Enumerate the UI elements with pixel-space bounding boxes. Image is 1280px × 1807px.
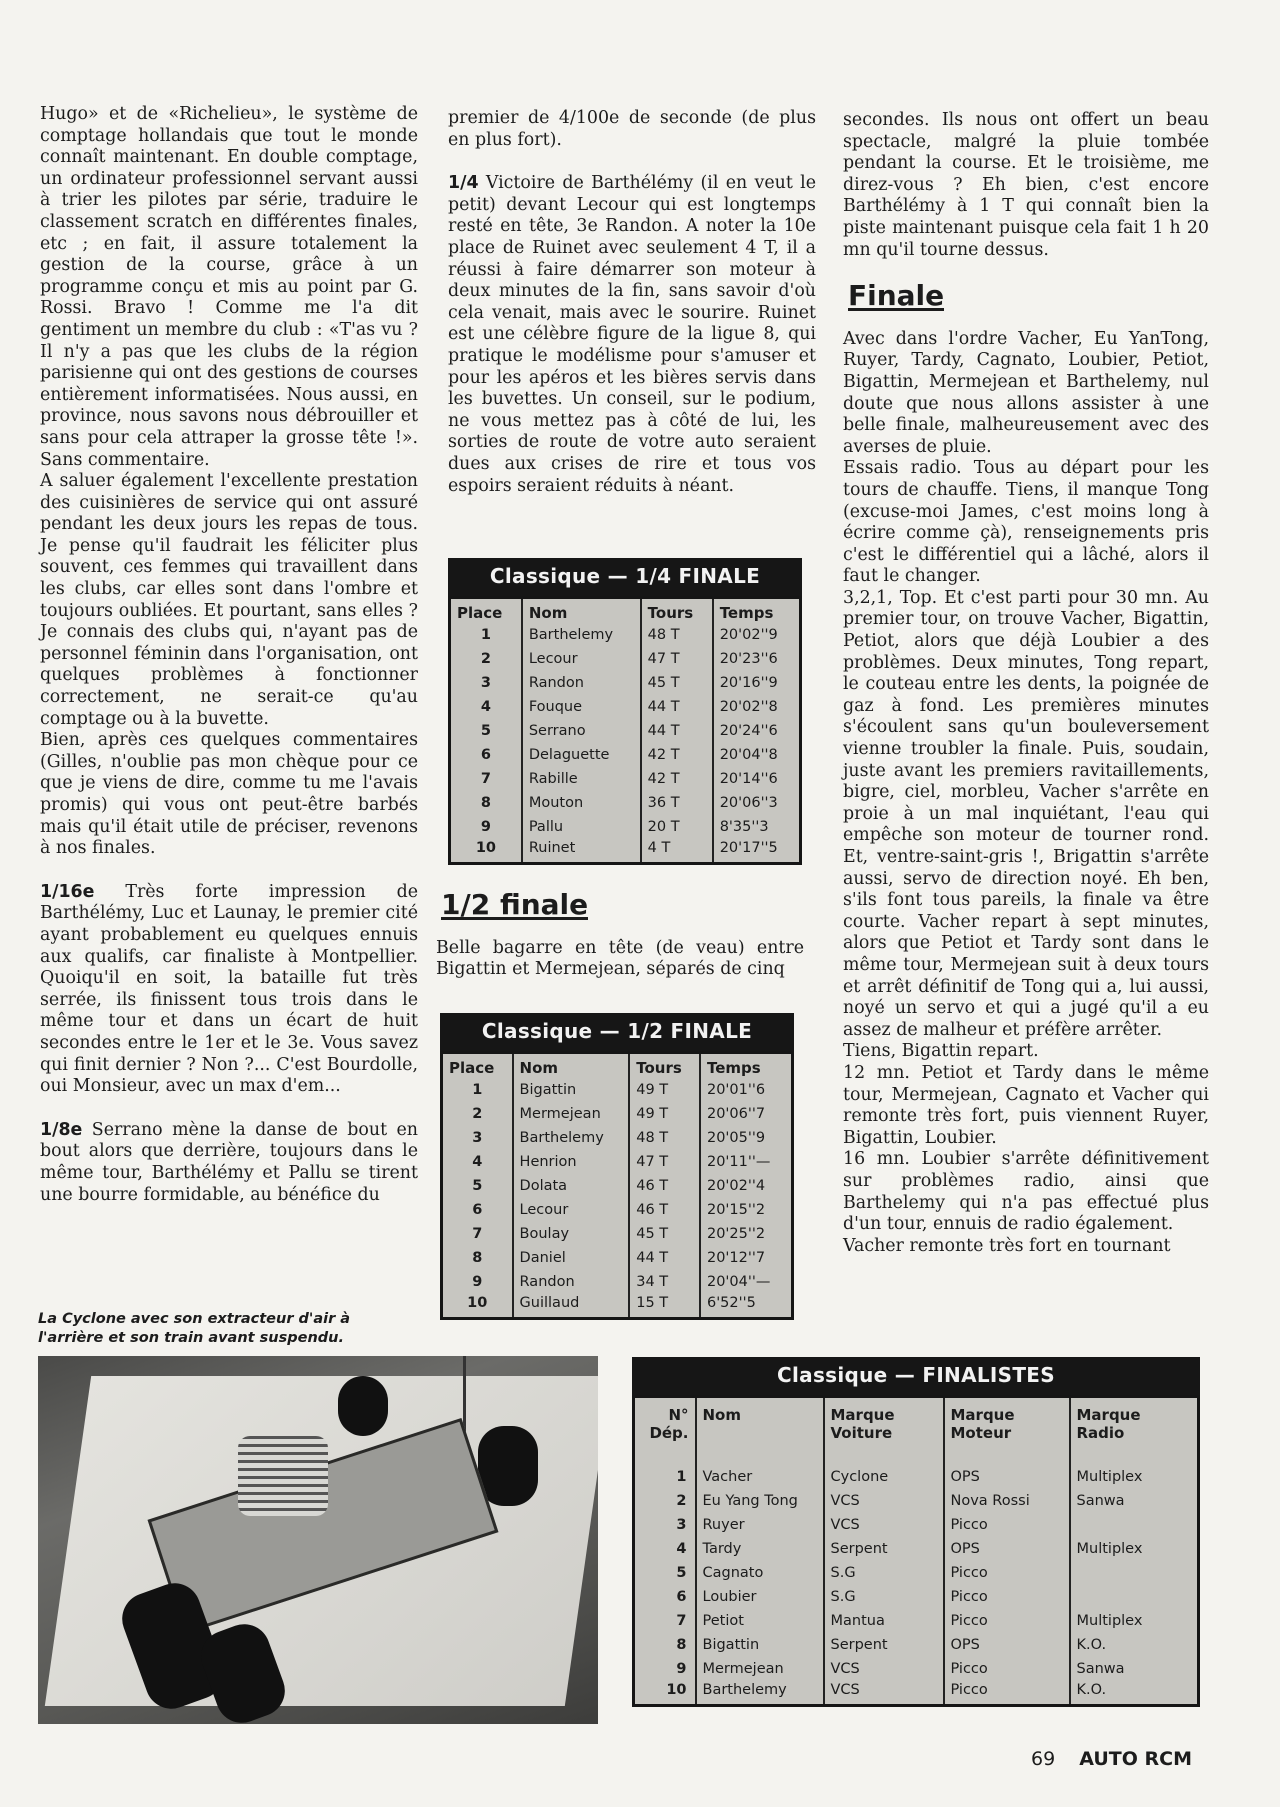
paragraph-quarter-final bbox=[448, 173, 816, 497]
paragraph-body: Serrano mène la danse de bout en bout alors que derrière, toujours dans le même tour, Barthélémy et Pallu se tirent une bourre formidable, au bénéfice du bbox=[40, 1119, 418, 1205]
table-row bbox=[450, 839, 801, 864]
table-cell: OPS bbox=[944, 1537, 1070, 1561]
table-row bbox=[442, 1126, 793, 1150]
table-row bbox=[450, 647, 801, 671]
table-cell: 20'25''2 bbox=[706, 1226, 766, 1242]
column-header: Tours bbox=[629, 1053, 700, 1079]
column-header: Nom bbox=[522, 598, 641, 624]
column-header: Temps bbox=[719, 604, 774, 622]
table-cell: Picco bbox=[944, 1561, 1070, 1585]
page-footer bbox=[1031, 1748, 1192, 1770]
paragraph: Tiens, Bigattin repart. bbox=[843, 1041, 1039, 1062]
table-cell: 4 bbox=[442, 1150, 513, 1174]
table-cell: 20'04''— bbox=[706, 1274, 771, 1290]
table-cell: 15 T bbox=[629, 1294, 700, 1319]
table-cell: Barthelemy bbox=[696, 1681, 824, 1706]
table-row bbox=[442, 1246, 793, 1270]
table-row bbox=[634, 1465, 1199, 1489]
table-cell: 4 bbox=[634, 1537, 696, 1561]
table-body bbox=[442, 1078, 793, 1319]
table-cell: Eu Yang Tong bbox=[696, 1489, 824, 1513]
section-heading-semi-final: 1/2 finale bbox=[441, 888, 589, 921]
results-table-quarter-final bbox=[448, 558, 802, 865]
table-cell: Mouton bbox=[522, 791, 641, 815]
table-cell: 9 bbox=[442, 1270, 513, 1294]
table-cell: Sanwa bbox=[1076, 1493, 1125, 1509]
table-row bbox=[442, 1270, 793, 1294]
table-cell: 34 T bbox=[629, 1270, 700, 1294]
paragraph: Belle bagarre en tête (de veau) entre Bigattin et Mermejean, séparés de cinq bbox=[436, 937, 804, 980]
column-header: Marque Moteur bbox=[944, 1397, 1070, 1444]
table-cell: 20'04''8 bbox=[719, 747, 778, 763]
table-cell: 44 T bbox=[641, 719, 713, 743]
table-cell: 7 bbox=[442, 1222, 513, 1246]
table-cell: 8'35''3 bbox=[719, 819, 769, 835]
paragraph: 12 mn. Petiot et Tardy dans le même tour, Mermejean, Cagnato et Vacher qui remonte très fort, puis viennent Ruyer, Bigattin, Loubier. bbox=[843, 1062, 1209, 1148]
table-cell: K.O. bbox=[1076, 1637, 1107, 1653]
table-cell: 3 bbox=[450, 671, 522, 695]
table-cell: Serpent bbox=[824, 1537, 944, 1561]
table-cell: 20 T bbox=[641, 815, 713, 839]
table-cell: 3 bbox=[442, 1126, 513, 1150]
table-cell: S.G bbox=[824, 1561, 944, 1585]
table-cell: 8 bbox=[442, 1246, 513, 1270]
table-row bbox=[442, 1222, 793, 1246]
column-header: Temps bbox=[706, 1059, 761, 1077]
table-cell: 9 bbox=[450, 815, 522, 839]
paragraph: Vacher remonte très fort en tournant bbox=[843, 1235, 1171, 1256]
table-row bbox=[442, 1198, 793, 1222]
table-cell: 1 bbox=[450, 623, 522, 647]
table-title: Classique — FINALISTES bbox=[632, 1357, 1200, 1395]
table-row bbox=[450, 791, 801, 815]
paragraph: Avec dans l'ordre Vacher, Eu YanTong, Ruyer, Tardy, Cagnato, Loubier, Petiot, Bigattin, Mermejean et Barthelemy, nul doute que nous allons assister à une belle finale, malheureusement avec des averses de pluie. bbox=[843, 328, 1209, 457]
table-cell: 20'01''6 bbox=[706, 1082, 766, 1098]
text-column-2 bbox=[448, 108, 816, 497]
table-cell: Mermejean bbox=[696, 1657, 824, 1681]
table-cell: Lecour bbox=[522, 647, 641, 671]
column-header: Nom bbox=[696, 1397, 824, 1444]
text-column-2-lower bbox=[436, 888, 804, 981]
table-cell: 2 bbox=[450, 647, 522, 671]
table-cell: Rabille bbox=[522, 767, 641, 791]
table-cell: 20'24''6 bbox=[719, 723, 778, 739]
table-cell: 6 bbox=[442, 1198, 513, 1222]
table-cell: 2 bbox=[442, 1102, 513, 1126]
column-header: Marque Radio bbox=[1076, 1406, 1141, 1442]
table-cell: 20'15''2 bbox=[706, 1202, 766, 1218]
table-row bbox=[442, 1150, 793, 1174]
paragraph-lead: 1/4 bbox=[448, 173, 479, 194]
table-cell: 5 bbox=[450, 719, 522, 743]
table-row bbox=[634, 1681, 1199, 1706]
table-cell: 44 T bbox=[641, 695, 713, 719]
table-cell: Ruyer bbox=[696, 1513, 824, 1537]
table-cell: 42 T bbox=[641, 743, 713, 767]
table-cell: 2 bbox=[634, 1489, 696, 1513]
table-body bbox=[634, 1465, 1199, 1706]
table-cell: 42 T bbox=[641, 767, 713, 791]
table-cell: OPS bbox=[944, 1465, 1070, 1489]
section-heading-final: Finale bbox=[848, 279, 945, 313]
table-row bbox=[450, 815, 801, 839]
table-cell: Cyclone bbox=[824, 1465, 944, 1489]
table-cell bbox=[1070, 1585, 1199, 1609]
magazine-name: AUTO RCM bbox=[1079, 1748, 1192, 1770]
table-cell: 45 T bbox=[629, 1222, 700, 1246]
table-cell: 4 bbox=[450, 695, 522, 719]
table-row bbox=[450, 623, 801, 647]
table-row bbox=[634, 1561, 1199, 1585]
table-cell: 6'52''5 bbox=[706, 1295, 756, 1311]
table-row bbox=[450, 743, 801, 767]
table-cell: VCS bbox=[824, 1657, 944, 1681]
table-cell: Picco bbox=[944, 1681, 1070, 1706]
table-cell: Multiplex bbox=[1076, 1469, 1143, 1485]
paragraph-lead: 1/8e bbox=[40, 1119, 83, 1140]
table-cell: 20'02''8 bbox=[719, 699, 778, 715]
table-cell: 46 T bbox=[629, 1198, 700, 1222]
table-row bbox=[634, 1633, 1199, 1657]
table-cell: 7 bbox=[450, 767, 522, 791]
table-cell: VCS bbox=[824, 1681, 944, 1706]
table-cell: Delaguette bbox=[522, 743, 641, 767]
table-cell: Mantua bbox=[824, 1609, 944, 1633]
table-cell: 49 T bbox=[629, 1102, 700, 1126]
paragraph: Bien, après ces quelques commentaires (Gilles, n'oublie pas mon chèque pour ce que je viens de dire, comme tu me l'avais promis) qui vous ont peut-être barbés mais qu'il était utile de préciser, revenons à nos finales. bbox=[40, 730, 418, 859]
table-row bbox=[634, 1609, 1199, 1633]
table-cell: Fouque bbox=[522, 695, 641, 719]
paragraph-lead: 1/16e bbox=[40, 881, 95, 902]
table-cell: 9 bbox=[634, 1657, 696, 1681]
table-row bbox=[450, 671, 801, 695]
table-row bbox=[634, 1585, 1199, 1609]
table-cell: Mermejean bbox=[513, 1102, 630, 1126]
table-cell: Barthelemy bbox=[522, 623, 641, 647]
table-cell: 44 T bbox=[629, 1246, 700, 1270]
table-cell: Vacher bbox=[696, 1465, 824, 1489]
table-cell: 8 bbox=[634, 1633, 696, 1657]
table-title: Classique — 1/2 FINALE bbox=[440, 1013, 794, 1051]
paragraph-sixteenth-final bbox=[40, 882, 418, 1098]
table-cell: 45 T bbox=[641, 671, 713, 695]
paragraph: 16 mn. Loubier s'arrête définitivement sur problèmes radio, ainsi que Barthelemy qui n'a pas effectué plus d'un tour, ennuis de radio également. bbox=[843, 1149, 1209, 1235]
table-cell: 10 bbox=[442, 1294, 513, 1319]
table-cell: 10 bbox=[450, 839, 522, 864]
table-cell: Pallu bbox=[522, 815, 641, 839]
table-cell: S.G bbox=[824, 1585, 944, 1609]
table-cell: 20'06''7 bbox=[706, 1106, 766, 1122]
table-cell: 1 bbox=[634, 1465, 696, 1489]
results-table-finalists bbox=[632, 1357, 1200, 1707]
table-cell: Randon bbox=[513, 1270, 630, 1294]
table-cell: OPS bbox=[944, 1633, 1070, 1657]
table-cell: Cagnato bbox=[696, 1561, 824, 1585]
paragraph-body: Victoire de Barthélémy (il en veut le petit) devant Lecour qui est longtemps resté en tête, 3e Randon. A noter la 10e place de Ruinet avec seulement 4 T, il a réussi à faire démarrer son moteur à deux minutes de la fin, sans savoir d'où cela venait, mais avec le sourire. Ruinet est une célèbre figure de la ligue 8, qui pratique le modélisme pour s'amuser et pour les apéros et les bières servis dans les buvettes. Un conseil, sur le podium, ne vous mettez pas à côté de lui, les sorties de route de votre auto seraient dues aux crises de rire et tous vos espoirs seraient réduits à néant. bbox=[448, 173, 816, 496]
table-cell: 1 bbox=[442, 1078, 513, 1102]
table-row bbox=[442, 1078, 793, 1102]
table-cell: 49 T bbox=[629, 1078, 700, 1102]
rc-car-photo bbox=[38, 1356, 598, 1724]
table-cell: 20'17''5 bbox=[719, 840, 778, 856]
paragraph: secondes. Ils nous ont offert un beau spectacle, malgré la pluie tombée pendant la course. Et le troisième, me direz-vous ? Eh bien, c'est encore Barthélémy à 1 T qui connaît bien la piste maintenant puisque cela fait 1 h 20 mn qu'il tourne dessus. bbox=[843, 110, 1209, 260]
table-cell: 20'11''— bbox=[706, 1154, 771, 1170]
table-cell: VCS bbox=[824, 1513, 944, 1537]
table-row bbox=[442, 1102, 793, 1126]
table-row bbox=[634, 1513, 1199, 1537]
paragraph: Hugo» et de «Richelieu», le système de comptage hollandais que tout le monde connaît maintenant. En double comptage, un ordinateur professionnel servant aussi à trier les pilotes par série, traduire le classement scratch en différentes finales, etc ; en fait, il assure totalement la gestion de la course, grâce à un programme conçu et mis au point par G. Rossi. Bravo ! Comme me l'a dit gentiment un membre du club : «T'as vu ? Il n'y a pas que les clubs de la région parisienne qui ont des gestions de courses entièrement informatisées. Nous aussi, en province, nous savons nous débrouiller et sans pour cela attraper la grosse tête !». Sans commentaire. bbox=[40, 104, 418, 470]
column-header: Place bbox=[450, 598, 522, 624]
paragraph: premier de 4/100e de seconde (de plus en plus fort). bbox=[448, 108, 816, 150]
table-cell: 20'12''7 bbox=[706, 1250, 766, 1266]
table-cell: 8 bbox=[450, 791, 522, 815]
table-cell: 20'23''6 bbox=[719, 651, 778, 667]
table-cell: 6 bbox=[634, 1585, 696, 1609]
table-cell: Bigattin bbox=[513, 1078, 630, 1102]
table-cell: 20'16''9 bbox=[719, 675, 778, 691]
table-cell: Daniel bbox=[513, 1246, 630, 1270]
table-cell: Tardy bbox=[696, 1537, 824, 1561]
table-cell: 3 bbox=[634, 1513, 696, 1537]
column-header: Tours bbox=[641, 598, 713, 624]
table-cell: Picco bbox=[944, 1657, 1070, 1681]
table-cell: 48 T bbox=[629, 1126, 700, 1150]
table-cell bbox=[1070, 1513, 1199, 1537]
table-cell: Loubier bbox=[696, 1585, 824, 1609]
table-cell: Picco bbox=[944, 1585, 1070, 1609]
paragraph: Essais radio. Tous au départ pour les tours de chauffe. Tiens, il manque Tong (excuse-moi James, c'est moins long à écrire comme çà), renseignements pris c'est le différentiel qui a lâché, alors il faut le changer. bbox=[843, 458, 1209, 587]
paragraph-body: Très forte impression de Barthélémy, Luc et Launay, le premier cité ayant probablement eu quelques ennuis aux qualifs, car finaliste à Montpellier. Quoiqu'il en soit, la bataille fut très serrée, ils finissent tous trois dans le même tour et dans un écart de huit secondes entre le 1er et le 3e. Vous savez qui finit dernier ? Non ?... C'est Bourdolle, oui Monsieur, avec un max d'em... bbox=[40, 881, 418, 1097]
table-row bbox=[450, 719, 801, 743]
table-cell: 20'06''3 bbox=[719, 795, 778, 811]
table-row bbox=[450, 767, 801, 791]
table-cell: 48 T bbox=[641, 623, 713, 647]
table-cell: Dolata bbox=[513, 1174, 630, 1198]
table-cell: Boulay bbox=[513, 1222, 630, 1246]
page-number: 69 bbox=[1031, 1748, 1056, 1770]
table-cell: Nova Rossi bbox=[944, 1489, 1070, 1513]
table-row bbox=[442, 1294, 793, 1319]
table-row bbox=[450, 695, 801, 719]
table-cell: 47 T bbox=[641, 647, 713, 671]
column-header: N° Dép. bbox=[634, 1397, 696, 1444]
paragraph: 3,2,1, Top. Et c'est parti pour 30 mn. Au premier tour, on trouve Vacher, Bigattin, Petiot, alors que déjà Loubier a des problèmes. Deux minutes, Tong repart, le couteau entre les dents, la poignée de gaz à fond. Les premières minutes s'écoulent sans qu'un bouleversement vienne troubler la finale. Puis, soudain, juste avant les premiers ravitaillements, bigre, ciel, morbleu, Vacher s'arrête en proie à un mal inquiétant, l'eau qui empêche son moteur de tourner rond. Et, ventre-saint-gris !, Brigattin s'arrête aussi, servo de direction noyé. Eh ben, s'ils font tous pareils, la finale va être courte. Vacher repart à sept minutes, alors que Petiot et Tardy sont dans le même tour, Mermejean suit à deux tours et arrêt définitif de Tong qui a, lui aussi, noyé un servo et qui a jugé qu'il a eu assez de malheur et préfère arrêter. bbox=[843, 587, 1209, 1040]
paragraph: A saluer également l'excellente prestation des cuisinières de service qui ont assuré pendant les deux jours les repas de tous. Je pense qu'il faudrait les féliciter plus souvent, ces femmes qui travaillent dans les clubs, car elles sont dans l'ombre et toujours oubliées. Et pourtant, sans elles ? Je connais des clubs qui, n'ayant pas de personnel féminin dans l'organisation, ont quelques problèmes à fonctionner correctement, ne serait-ce qu'au comptage ou à la buvette. bbox=[40, 471, 418, 729]
table-row bbox=[634, 1657, 1199, 1681]
table-cell: Randon bbox=[522, 671, 641, 695]
table-cell: 47 T bbox=[629, 1150, 700, 1174]
table-row bbox=[634, 1537, 1199, 1561]
table-cell: Sanwa bbox=[1076, 1661, 1125, 1677]
results-table-semi-final bbox=[440, 1013, 794, 1320]
table-cell: K.O. bbox=[1076, 1682, 1107, 1698]
table-cell: Lecour bbox=[513, 1198, 630, 1222]
table-row bbox=[442, 1174, 793, 1198]
table-cell: Bigattin bbox=[696, 1633, 824, 1657]
text-column-3 bbox=[843, 110, 1209, 1257]
table-cell: 5 bbox=[634, 1561, 696, 1585]
table-cell: Petiot bbox=[696, 1609, 824, 1633]
table-cell: 10 bbox=[634, 1681, 696, 1706]
table-cell: 46 T bbox=[629, 1174, 700, 1198]
table-cell: 7 bbox=[634, 1609, 696, 1633]
paragraph-eighth-final bbox=[40, 1120, 418, 1206]
table-cell: Picco bbox=[944, 1513, 1070, 1537]
table-cell bbox=[1070, 1561, 1199, 1585]
table-cell: 6 bbox=[450, 743, 522, 767]
text-column-1 bbox=[40, 104, 418, 1206]
table-cell: Picco bbox=[944, 1609, 1070, 1633]
table-cell: 20'02''9 bbox=[719, 627, 778, 643]
table-cell: Multiplex bbox=[1076, 1613, 1143, 1629]
table-cell: 4 T bbox=[641, 839, 713, 864]
table-body bbox=[450, 623, 801, 864]
table-row bbox=[634, 1489, 1199, 1513]
table-cell: Serpent bbox=[824, 1633, 944, 1657]
table-cell: 20'05''9 bbox=[706, 1130, 766, 1146]
table-cell: 20'14''6 bbox=[719, 771, 778, 787]
table-cell: Henrion bbox=[513, 1150, 630, 1174]
column-header: Marque Voiture bbox=[824, 1397, 944, 1444]
table-cell: 36 T bbox=[641, 791, 713, 815]
column-header: Nom bbox=[513, 1053, 630, 1079]
table-title: Classique — 1/4 FINALE bbox=[448, 558, 802, 596]
photo-caption: La Cyclone avec son extracteur d'air à l'arrière et son train avant suspendu. bbox=[38, 1311, 351, 1346]
table-cell: 20'02''4 bbox=[706, 1178, 766, 1194]
table-cell: Ruinet bbox=[522, 839, 641, 864]
table-cell: VCS bbox=[824, 1489, 944, 1513]
column-header: Place bbox=[442, 1053, 513, 1079]
table-cell: 5 bbox=[442, 1174, 513, 1198]
table-cell: Guillaud bbox=[513, 1294, 630, 1319]
table-cell: Multiplex bbox=[1076, 1541, 1143, 1557]
table-cell: Serrano bbox=[522, 719, 641, 743]
table-cell: Barthelemy bbox=[513, 1126, 630, 1150]
